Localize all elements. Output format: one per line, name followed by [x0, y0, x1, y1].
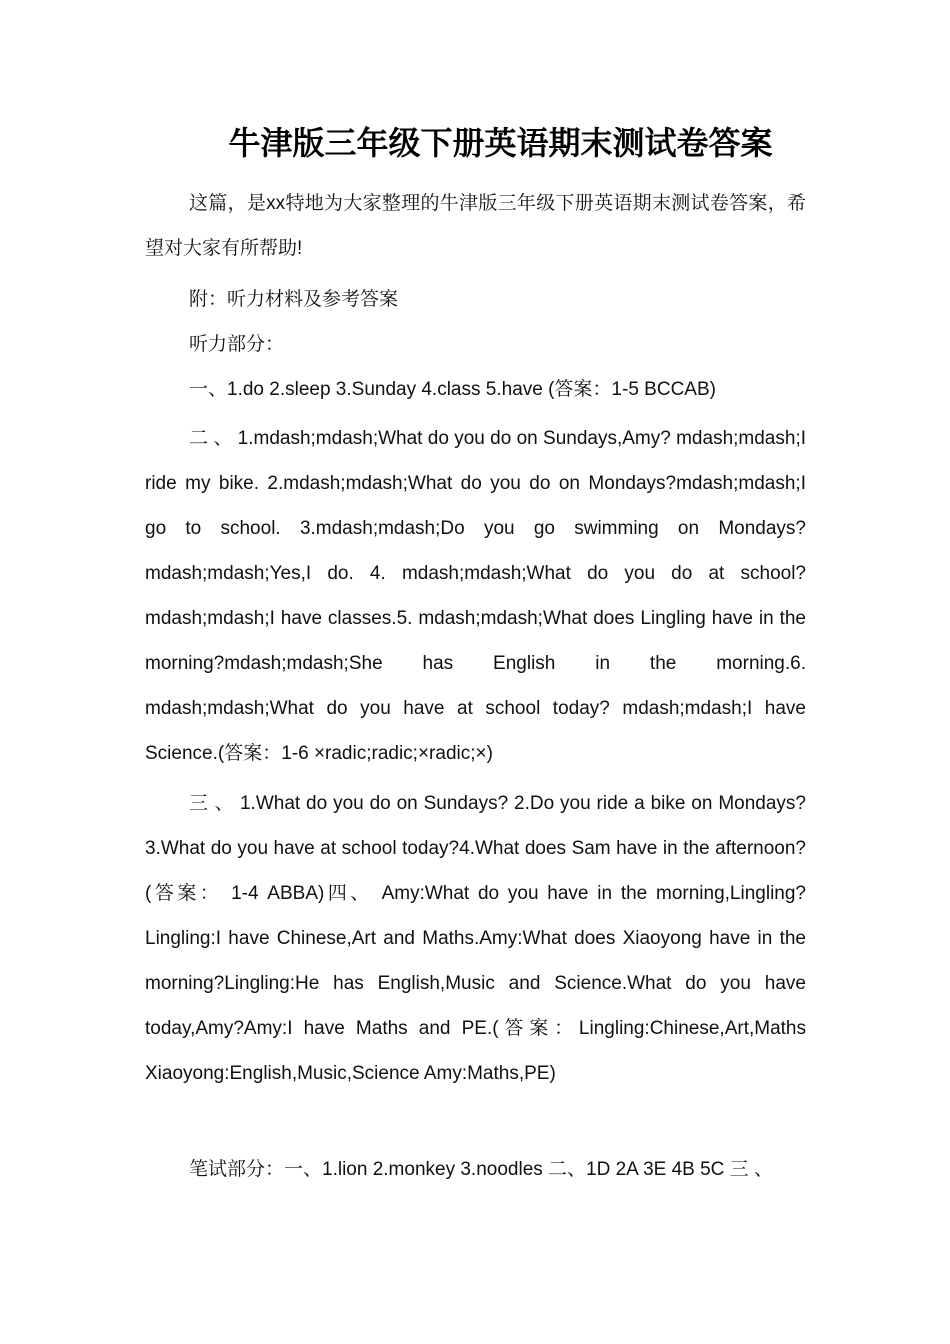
- written-section: 笔试部分：一、1.lion 2.monkey 3.noodles 二、1D 2A 3E 4B 5C 三 、: [189, 1159, 773, 1180]
- appendix-heading: 附：听力材料及参考答案: [189, 289, 399, 310]
- listening-section-2: 二 、 1.mdash;mdash;What do you do on Sundays,Amy? mdash;mdash;I ride my bike. 2.mdash;mdash;What do you do on Mondays?mdash;mdash;I go to school. 3.mdash;mdash;Do you go swimming on Mondays?mdash;mdash;Yes,I do. 4. mdash;mdash;What do you do at school?mdash;mdash;I have classes.5. mdash;mdash;What does Lingling have in the morning?mdash;mdash;She has English in the morning.6. mdash;mdash;What do you have at school today? mdash;mdash;I have Science.(答案：1-6 ×radic;radic;×radic;×): [145, 428, 806, 764]
- document-title: 牛津版三年级下册英语期末测试卷答案: [228, 124, 773, 162]
- listening-section-3-4: 三 、 1.What do you do on Sundays? 2.Do you ride a bike on Mondays? 3.What do you have at school today?4.What does Sam have in the afternoon?(答案： 1-4 ABBA)四、 Amy:What do you have in the morning,Lingling?Lingling:I have Chinese,Art and Maths.Amy:What does Xiaoyong have in the morning?Lingling:He has English,Music and Science.What do you have today,Amy?Amy:I have Maths and PE.(答案：Lingling:Chinese,Art,Maths Xiaoyong:English,Music,Science Amy:Maths,PE): [145, 793, 806, 1084]
- listening-section-1: 一、1.do 2.sleep 3.Sunday 4.class 5.have (答案：1-5 BCCAB): [189, 379, 716, 400]
- intro-paragraph: 这篇，是xx特地为大家整理的牛津版三年级下册英语期末测试卷答案，希望对大家有所帮助!: [145, 193, 806, 259]
- listening-heading: 听力部分：: [189, 334, 285, 355]
